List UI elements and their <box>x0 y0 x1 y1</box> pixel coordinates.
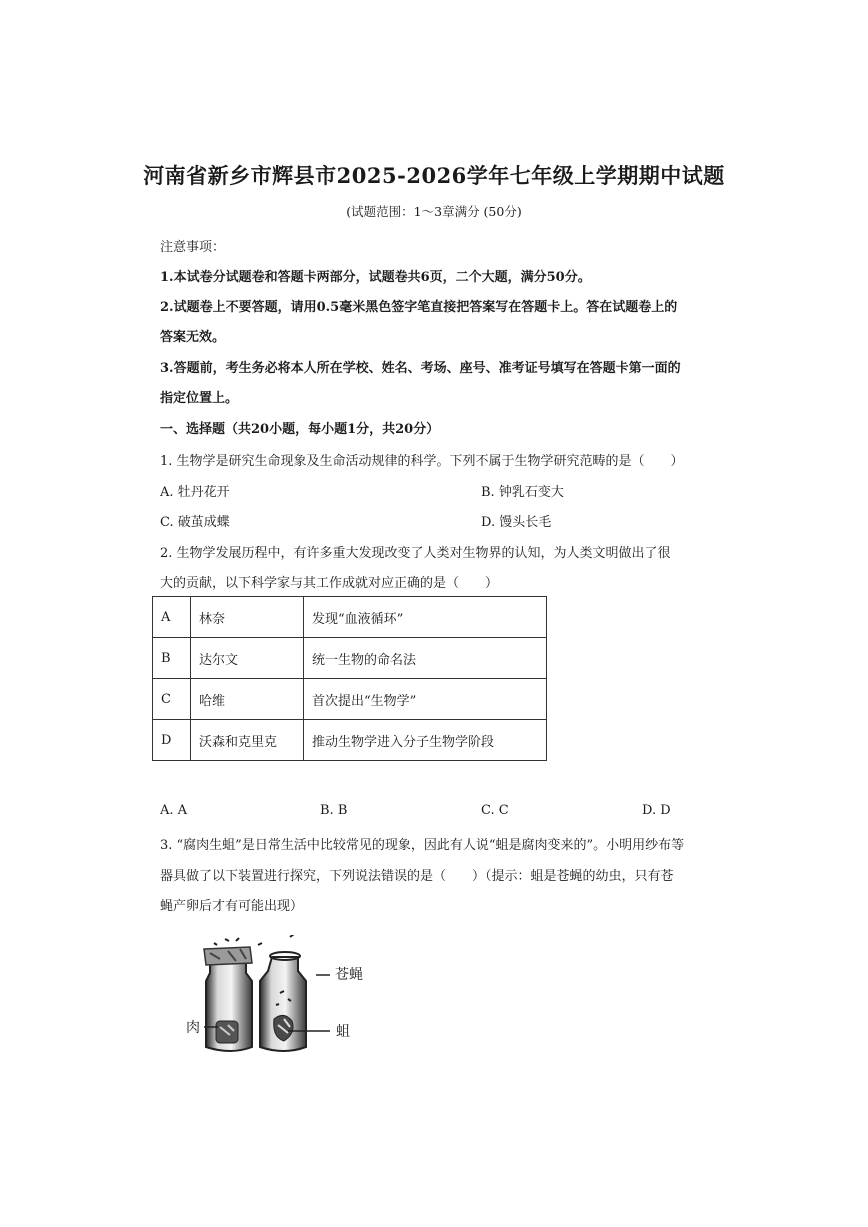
question-2-option-b: B. B <box>320 803 348 818</box>
question-2-option-d: D. D <box>642 803 671 818</box>
table-cell: D <box>153 720 191 761</box>
table-cell: C <box>153 679 191 720</box>
scientist-table <box>152 596 547 761</box>
gauze-covered-jar <box>204 947 252 1051</box>
question-2-stem-line1: 2. 生物学发展历程中，有许多重大发现改变了人类对生物界的认知，为人类文明做出了很 <box>160 546 671 561</box>
question-2-stem-line2: 大的贡献，以下科学家与其工作成就对应正确的是（ ） <box>160 576 499 591</box>
table-cell: 推动生物学进入分子生物学阶段 <box>304 720 547 761</box>
table-cell: 沃森和克里克 <box>191 720 304 761</box>
table-row <box>153 720 547 761</box>
table-cell: 达尔文 <box>191 638 304 679</box>
question-1-option-a: A. 牡丹花开 <box>160 485 230 500</box>
jar-experiment-figure <box>180 935 370 1060</box>
page-subtitle: (试题范围：1～3章满分 (50分) <box>346 204 522 219</box>
open-jar <box>260 952 306 1051</box>
question-1-option-c: C. 破茧成蝶 <box>160 515 230 530</box>
table-cell: 哈维 <box>191 679 304 720</box>
fly-icon <box>214 935 294 945</box>
notice-item-3-line2: 指定位置上。 <box>160 391 239 406</box>
table-cell: B <box>153 638 191 679</box>
question-2-option-c: C. C <box>481 803 509 818</box>
label-maggot: 蛆 <box>336 1024 350 1040</box>
table-row <box>153 638 547 679</box>
table-row <box>153 597 547 638</box>
table-cell: 首次提出“生物学” <box>304 679 547 720</box>
table-cell: 发现“血液循环” <box>304 597 547 638</box>
question-3-stem-line2: 器具做了以下装置进行探究，下列说法错误的是（ ）（提示：蛆是苍蝇的幼虫，只有苍 <box>160 869 674 884</box>
question-2-option-a: A. A <box>160 803 188 818</box>
table-cell: A <box>153 597 191 638</box>
notice-item-2-line2: 答案无效。 <box>160 330 226 345</box>
question-1-option-d: D. 馒头长毛 <box>481 515 552 530</box>
jar-illustration <box>180 935 370 1060</box>
label-fly: 苍蝇 <box>335 967 363 983</box>
notice-item-2-line1: 2.试题卷上不要答题，请用0.5毫米黑色签字笔直接把答案写在答题卡上。答在试题卷上的 <box>160 300 678 315</box>
notice-item-3-line1: 3.答题前，考生务必将本人所在学校、姓名、考场、座号、准考证号填写在答题卡第一面的 <box>160 361 681 376</box>
notice-heading: 注意事项： <box>160 240 226 255</box>
notice-item-1: 1.本试卷分试题卷和答题卡两部分，试题卷共6页，二个大题，满分50分。 <box>160 270 591 285</box>
table-cell: 林奈 <box>191 597 304 638</box>
question-3-stem-line1: 3. “腐肉生蛆”是日常生活中比较常见的现象，因此有人说“蛆是腐肉变来的”。小明用纱布等 <box>160 838 685 853</box>
table-cell: 统一生物的命名法 <box>304 638 547 679</box>
table-row <box>153 679 547 720</box>
question-1-option-b: B. 钟乳石变大 <box>481 485 564 500</box>
section-heading: 一、选择题（共20小题，每小题1分，共20分） <box>160 422 440 437</box>
page-title: 河南省新乡市辉县市2025-2026学年七年级上学期期中试题 <box>143 163 725 188</box>
question-3-stem-line3: 蝇产卵后才有可能出现） <box>160 899 304 914</box>
label-meat: 肉 <box>186 1020 200 1036</box>
question-1-stem: 1. 生物学是研究生命现象及生命活动规律的科学。下列不属于生物学研究范畴的是（ ） <box>160 454 684 469</box>
